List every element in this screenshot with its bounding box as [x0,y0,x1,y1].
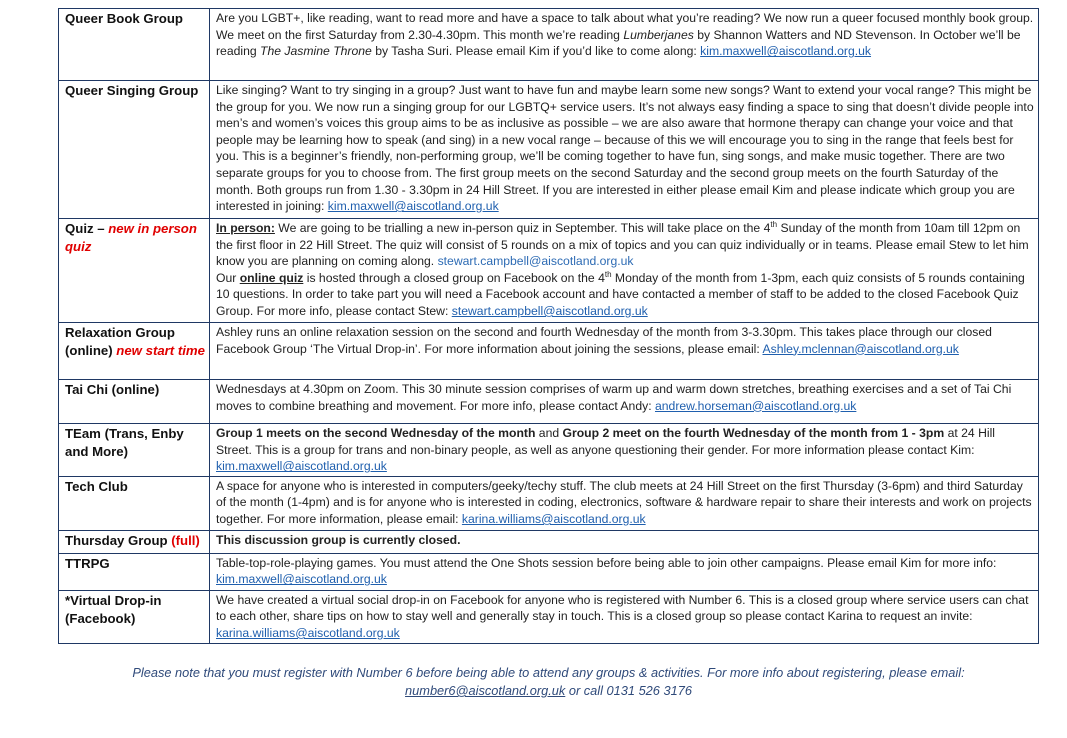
footer-note: Please note that you must register with Number 6 before being able to attend any groups & activities. For more info about registering, please email: number6@aiscotland.org.uk or call 0131 526 3176 [132,665,965,698]
email-link[interactable]: andrew.horseman@aiscotland.org.uk [654,398,857,413]
email-link[interactable]: kim.maxwell@aiscotland.org.uk [700,44,872,59]
email-link[interactable]: Ashley.mclennan@aiscotland.org.uk [762,341,959,356]
table-row [59,530,1039,553]
group-description: This discussion group is currently closed. [210,530,1039,553]
group-name: *Virtual Drop-in (Facebook) [59,590,210,643]
group-name: Queer Singing Group [59,81,210,219]
email-link[interactable]: karina.williams@aiscotland.org.uk [461,511,646,526]
group-description: Group 1 meets on the second Wednesday of the month and Group 2 meet on the fourth Wednesday of the month from 1 - 3pm at 24 Hill Street. This is a group for trans and non-binary people, as well as anyone questioning their gender. For more information please contact Kim: kim.maxwell@aiscotland.org.uk [210,424,1039,477]
group-description: In person: We are going to be trialling a new in-person quiz in September. This will take place on the 4th Sunday of the month from 10am till 12pm on the first floor in 22 Hill Street. The quiz will consist of 5 rounds on a mix of topics and you can quiz individually or in teams. Please email Stew to let him know you are planning on coming along. stewart.campbell@aiscotland.org.uk Our online quiz is hosted through a closed group on Facebook on the 4th Monday of the month from 1-3pm, each quiz consists of 5 rounds containing 10 questions. In order to take part you will need a Facebook account and have contacted a member of staff to be added to the closed Facebook Quiz Group. For more info, please contact Stew: stewart.campbell@aiscotland.org.uk [210,219,1039,323]
group-description: Like singing? Want to try singing in a group? Just want to have fun and maybe learn some new songs? Want to extend your vocal range? This might be the group for you. We now run a singing group for our LGBTQ+ service users. It’s not always easy finding a space to sing that doesn’t divide people into men’s and women’s voices this group aims to be as inclusive as possible – we are also aware that hormone therapy can change your voice and that people may be learning how to speak (and sing) in a new vocal range – because of this we will encourage you to sing in the range that feels best for you. This is a beginner’s friendly, non-performing group, we’ll be coming together to have fun, sing songs, and make music together. There are two separate groups for you to choose from. The first group meets on the second Saturday and the second group meets on the fourth Saturday of the month. Both groups run from 1.30 - 3.30pm in 24 Hill Street. If you are interested in either please email Kim and please indicate which group you are interested in joining: kim.maxwell@aiscotland.org.uk [210,81,1039,219]
group-tag: (full) [171,532,200,548]
table-row [59,81,1039,219]
group-name: Tech Club [59,476,210,530]
email-link[interactable]: stewart.campbell@aiscotland.org.uk [437,254,634,269]
table-row [59,590,1039,643]
table-row [59,476,1039,530]
group-tag: new in person quiz [65,221,197,254]
group-description: We have created a virtual social drop-in on Facebook for anyone who is registered with Number 6. This is a closed group where service users can chat to each other, share tips on how to stay well and generally stay in touch. This is a closed group so please contact Karina to request an invite: karina.williams@aiscotland.org.uk [210,590,1039,643]
table-row [59,219,1039,323]
group-name: TTRPG [59,553,210,590]
group-tag: new start time [116,343,205,358]
group-name: Quiz – new in person quiz [59,219,210,323]
email-link[interactable]: kim.maxwell@aiscotland.org.uk [216,572,387,587]
group-name: Relaxation Group (online) new start time [59,323,210,380]
group-description: Ashley runs an online relaxation session on the second and fourth Wednesday of the month from 3-3.30pm. This takes place through our closed Facebook Group ‘The Virtual Drop-in’. For more information about joining the sessions, please email: Ashley.mclennan@aiscotland.org.uk [210,323,1039,380]
email-link[interactable]: kim.maxwell@aiscotland.org.uk [216,459,387,474]
group-description: Wednesdays at 4.30pm on Zoom. This 30 minute session comprises of warm up and warm down stretches, breathing exercises and a set of Tai Chi moves to combine breathing and movement. For more info, please contact Andy: andrew.horseman@aiscotland.org.uk [210,380,1039,424]
group-name: Thursday Group (full) [59,530,210,553]
group-name: Queer Book Group [59,9,210,81]
group-description: Are you LGBT+, like reading, want to read more and have a space to talk about what you’re reading? We now run a queer focused monthly book group. We meet on the first Saturday from 2.30-4.30pm. This month we’re reading Lumberjanes by Shannon Watters and ND Stevenson. In October we’ll be reading The Jasmine Throne by Tasha Suri. Please email Kim if you’d like to come along: kim.maxwell@aiscotland.org.uk [210,9,1039,81]
group-name: Tai Chi (online) [59,380,210,424]
table-row [59,323,1039,380]
email-link[interactable]: stewart.campbell@aiscotland.org.uk [451,303,648,318]
table-row [59,553,1039,590]
email-link[interactable]: karina.williams@aiscotland.org.uk [216,625,400,640]
group-description: Table-top-role-playing games. You must attend the One Shots session before being able to join other campaigns. Please email Kim for more info: kim.maxwell@aiscotland.org.uk [210,553,1039,590]
group-description: A space for anyone who is interested in computers/geeky/techy stuff. The club meets at 24 Hill Street on the first Thursday (3-6pm) and third Saturday of the month (1-4pm) and is for anyone who is interested in coding, electronics, software & hardware repair to share their interests and work on projects together. For more information, please email: karina.williams@aiscotland.org.uk [210,476,1039,530]
groups-table [58,8,1039,644]
table-row [59,380,1039,424]
table-row [59,424,1039,477]
footer-email-link[interactable]: number6@aiscotland.org.uk [405,683,566,698]
group-name: TEam (Trans, Enby and More) [59,424,210,477]
email-link[interactable]: kim.maxwell@aiscotland.org.uk [327,199,499,214]
table-row [59,9,1039,81]
